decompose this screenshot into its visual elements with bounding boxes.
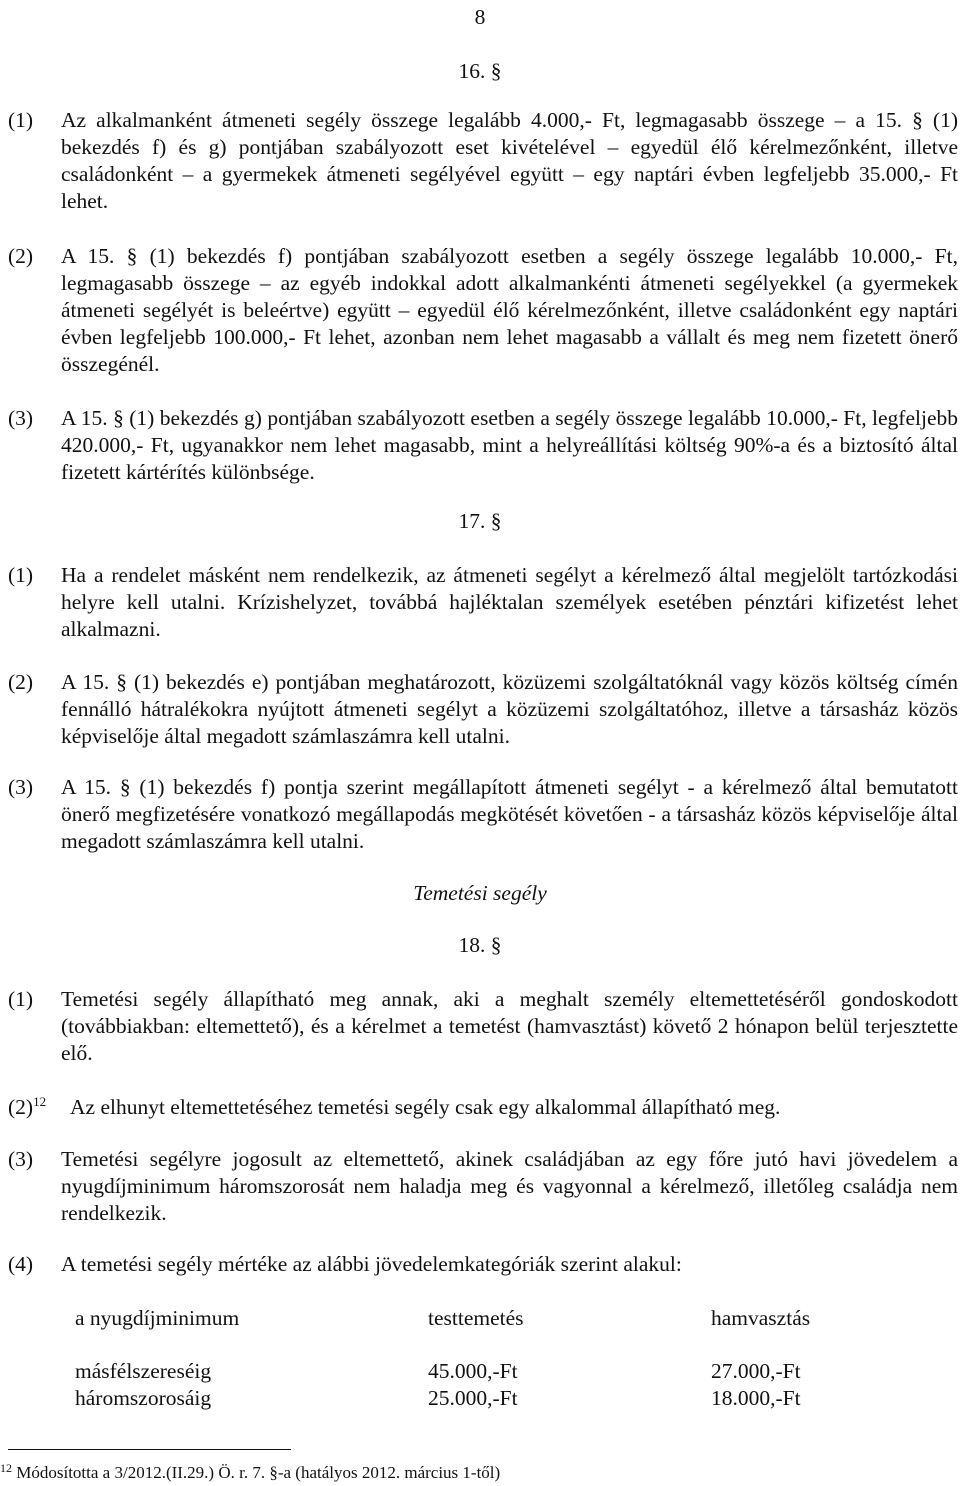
paragraph-number: (3)	[8, 775, 34, 799]
table-cell: 18.000,-Ft	[711, 1386, 801, 1410]
paragraph-text: Temetési segély állapítható meg annak, aki a meghalt személy eltemettetéséről gondoskodott (továbbiakban: eltemettető), és a kérelmet a temetést (hamvasztást) követő 2 hónapon belül terjesztette elő.	[61, 987, 958, 1065]
paragraph-17-1	[8, 562, 958, 643]
paragraph-text: A 15. § (1) bekezdés f) pontjában szabályozott esetben a segély összege legalább 10.000,- Ft, legmagasabb összege – az egyéb indokkal adott alkalmankénti átmeneti segélyekkel (a gyermekek átmeneti segélyét is beleértve) együtt – egyedül élő kérelmezőnként, illetve családonként egy naptári évben legfeljebb 100.000,- Ft lehet, azonban nem lehet magasabb a vállalt és meg nem fizetett önerő összegénél.	[61, 244, 958, 376]
table-row	[75, 1385, 935, 1412]
footnote-text: Módosította a 3/2012.(II.29.) Ö. r. 7. §-a (hatályos 2012. március 1-től)	[16, 1463, 501, 1482]
paragraph-number: (4)	[8, 1252, 34, 1276]
table-header-row	[75, 1305, 935, 1332]
footnote-number: 12	[0, 1461, 12, 1475]
paragraph-18-4	[8, 1251, 958, 1278]
paragraph-number: (1)	[8, 563, 34, 587]
paragraph-16-1	[8, 107, 958, 215]
paragraph-17-3	[8, 774, 958, 855]
table-cell: 25.000,-Ft	[428, 1386, 518, 1410]
table-cell: másfélszereséig	[75, 1359, 212, 1383]
paragraph-18-2	[8, 1094, 958, 1121]
paragraph-text: A temetési segély mértéke az alábbi jövedelemkategóriák szerint alakul:	[61, 1252, 682, 1276]
table-header: a nyugdíjminimum	[75, 1306, 240, 1330]
paragraph-number: (2)	[8, 670, 34, 694]
paragraph-text: A 15. § (1) bekezdés e) pontjában meghatározott, közüzemi szolgáltatóknál vagy közös költség címén fennálló hátralékokra nyújtott átmeneti segélyt a közüzemi szolgáltatóhoz, illetve a társasház közös képviselője által megadott számlaszámra kell utalni.	[61, 670, 958, 748]
page-number: 8	[474, 5, 486, 29]
allowance-table	[75, 1305, 935, 1412]
paragraph-number: (3)	[8, 1147, 34, 1171]
table-cell: 45.000,-Ft	[428, 1359, 518, 1383]
footnote-divider	[8, 1449, 291, 1450]
paragraph-text: A 15. § (1) bekezdés f) pontja szerint megállapított átmeneti segélyt - a kérelmező által bemutatott önerő megfizetésére vonatkozó megállapodás megkötését követően - a társasház közös képviselője által megadott számlaszámra kell utalni.	[61, 775, 958, 853]
footnote	[0, 1463, 950, 1483]
paragraph-number	[8, 1094, 46, 1121]
section-heading-16: 16. §	[458, 59, 502, 83]
paragraph-text: Az alkalmanként átmeneti segély összege legalább 4.000,- Ft, legmagasabb összege – a 15. § (1) bekezdés f) és g) pontjában szabályozott eset kivételével – egyedül élő kérelmezőnként, illetve családonként – a gyermekek átmeneti segélyével együtt – egy naptári évben legfeljebb 35.000,- Ft lehet.	[61, 108, 958, 213]
paragraph-number-label: (2)	[8, 1095, 34, 1119]
section-subtitle: Temetési segély	[413, 881, 547, 905]
section-heading-17: 17. §	[458, 509, 502, 533]
section-heading-18: 18. §	[458, 933, 502, 957]
table-row	[75, 1358, 935, 1385]
paragraph-text: Ha a rendelet másként nem rendelkezik, az átmeneti segélyt a kérelmező által megjelölt tartózkodási helyre kell utalni. Krízishelyzet, továbbá hajléktalan személyek esetében pénztári kifizetést lehet alkalmazni.	[61, 563, 958, 641]
paragraph-number: (1)	[8, 987, 34, 1011]
paragraph-17-2	[8, 669, 958, 750]
paragraph-18-3	[8, 1146, 958, 1227]
paragraph-number: (2)	[8, 244, 34, 268]
paragraph-16-2	[8, 243, 958, 378]
table-header: hamvasztás	[711, 1306, 811, 1330]
paragraph-number: (1)	[8, 108, 34, 132]
table-cell: háromszorosáig	[75, 1386, 212, 1410]
footnote-ref: 12	[33, 1094, 47, 1109]
paragraph-16-3	[8, 405, 958, 486]
paragraph-number: (3)	[8, 406, 34, 430]
table-header: testtemetés	[428, 1306, 524, 1330]
paragraph-text: A 15. § (1) bekezdés g) pontjában szabályozott esetben a segély összege legalább 10.000,- Ft, legfeljebb 420.000,- Ft, ugyanakkor nem lehet magasabb, mint a helyreállítási költség 90%-a és a biztosító által fizetett kártérítés különbsége.	[61, 406, 958, 484]
paragraph-text: Temetési segélyre jogosult az eltemettető, akinek családjában az egy főre jutó havi jövedelem a nyugdíjminimum háromszorosát nem haladja meg és vagyonnal a kérelmező, illetőleg családja nem rendelkezik.	[61, 1147, 958, 1225]
paragraph-18-1	[8, 986, 958, 1067]
table-cell: 27.000,-Ft	[711, 1359, 801, 1383]
paragraph-text: Az elhunyt eltemettetéséhez temetési segély csak egy alkalommal állapítható meg.	[70, 1095, 781, 1119]
